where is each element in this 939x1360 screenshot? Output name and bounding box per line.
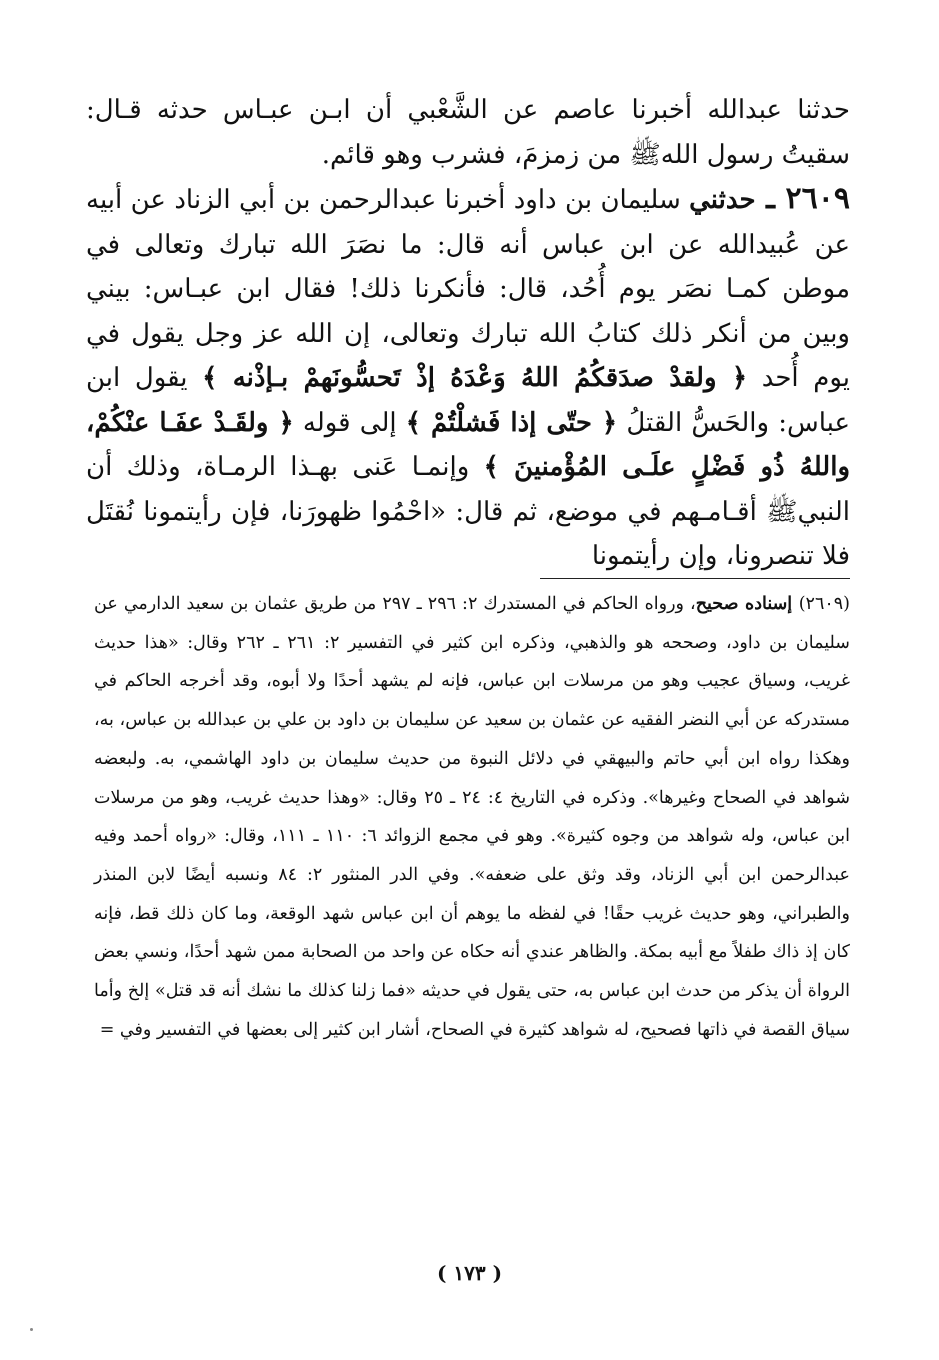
page-number: ( ١٧٣ ) [436, 1261, 503, 1285]
main-text-block [86, 88, 850, 579]
hadith-paragraph [86, 177, 850, 579]
quran-verse-1: ﴿ ولقدْ صدَقكُمُ اللهُ وَعْدَهُ إذْ تَحسُّونَهمْ بـإذْنه ﴾ [202, 363, 748, 393]
footnote-separator [540, 578, 850, 579]
intro-paragraph: حدثنا عبدالله أخبرنا عاصم عن الشَّعْبي أن ابـن عبـاس حدثه قـال: سقيتُ رسول اللهﷺ من زمزمَ، فشرب وهو قائم. [86, 95, 850, 170]
scan-speck [30, 1328, 33, 1331]
footnote-body: ، ورواه الحاكم في المستدرك ٢: ٢٩٦ ـ ٢٩٧ من طريق عثمان بن سعيد الدارمي عن سليمان بن داود، وصححه هو والذهبي، وذكره ابن كثير في التفسير ٢: ٢٦١ ـ ٢٦٢ وقال: «هذا حديث غريب، وسياق عجيب وهو من مرسلات ابن عباس، فإنه لم يشهد أحدًا ولا أبوه، وقد أخرجه الحاكم في مستدركه عن أبي النضر الفقيه عن عثمان بن سعيد عن سليمان بن داود بن علي بن عبدالله بن عباس، به، وهكذا رواه ابن أبي حاتم والبيهقي في دلائل النبوة من حديث سليمان بن داود الهاشمي، به. ولبعضه شواهد في الصحاح وغيرها». وذكره في التاريخ ٤: ٢٤ ـ ٢٥ وقال: «وهذا حديث غريب، وهو من مرسلات ابن عباس، وله شواهد من وجوه كثيرة». وهو في مجمع الزوائد ٦: ١١٠ ـ ١١١، وقال: «رواه أحمد وفيه عبدالرحمن ابن أبي الزناد، وقد وثق على ضعفه». وفي الدر المنثور ٢: ٨٤ ونسبه أيضًا لابن المنذر والطبراني، وهو حديث غريب حقًا! في لفظه ما يوهم أن ابن عباس شهد الوقعة، وما كان ذلك قط، فإنه كان إذ ذاك طفلاً مع أبيه بمكة. والظاهر عندي أنه حكاه عن واحد من الصحابة ممن شهد أحدًا، ونسي بعض الرواة أن يذكر من حدث ابن عباس به، حتى يقول في حديثه «فما زلنا كذلك ما نشك أنه قد قتل» إلخ وأما سياق القصة في ذاتها فصحيح، له شواهد كثيرة في الصحاح، أشار ابن كثير إلى بعضها في التفسير وفي = [94, 594, 850, 1040]
hadith-text-2: يقول ابن عباس: والحَسُّ القتلُ [86, 363, 850, 438]
footnote-label: إسناده صحيح [695, 594, 799, 614]
footnote-ref: (٢٦٠٩) [798, 594, 850, 614]
hadith-text-3: إلى قوله [293, 407, 406, 438]
quran-verse-3: ﴿ ولقَـدْ عفَـا عنْكُمْ، واللهُ ذُو فَضْلٍ علَـى المُؤْمنينَ ﴾ [86, 407, 850, 482]
hadith-text-4: وإنمـا عَنى بهـذا الرمـاة، وذلك أن النبيﷺ أقـامـهم في موضع، ثم قال: «احْمُوا ظهورَنا، فإن رأيتمونا نُقتَل فلا تنصرونا، وإن رأيتمونا [86, 452, 850, 571]
hadith-number: ٢٦٠٩ [785, 181, 850, 216]
hadith-dash: ـ [755, 181, 786, 216]
footnote-paragraph [94, 585, 850, 1049]
hadith-text-1: سليمان بن داود أخبرنا عبدالرحمن بن أبي الزناد عن أبيه عن عُبيدالله عن ابن عباس أنه قال: ما نصَرَ الله تبارك وتعالى في موطن كمـا نصَر يوم أُحُد، قال: فأنكرنا ذلك! فقال ابن عبـاس: بيني وبين من أنكر ذلك كتابُ الله تبارك وتعالى، إن الله عز وجل يقول في يوم أُحد [86, 185, 850, 393]
footnote-block [94, 585, 850, 1049]
hadith-opening: حدثني [689, 185, 756, 215]
quran-verse-2: ﴿ حتّى إذا فَشلْتُمْ ﴾ [405, 407, 618, 438]
